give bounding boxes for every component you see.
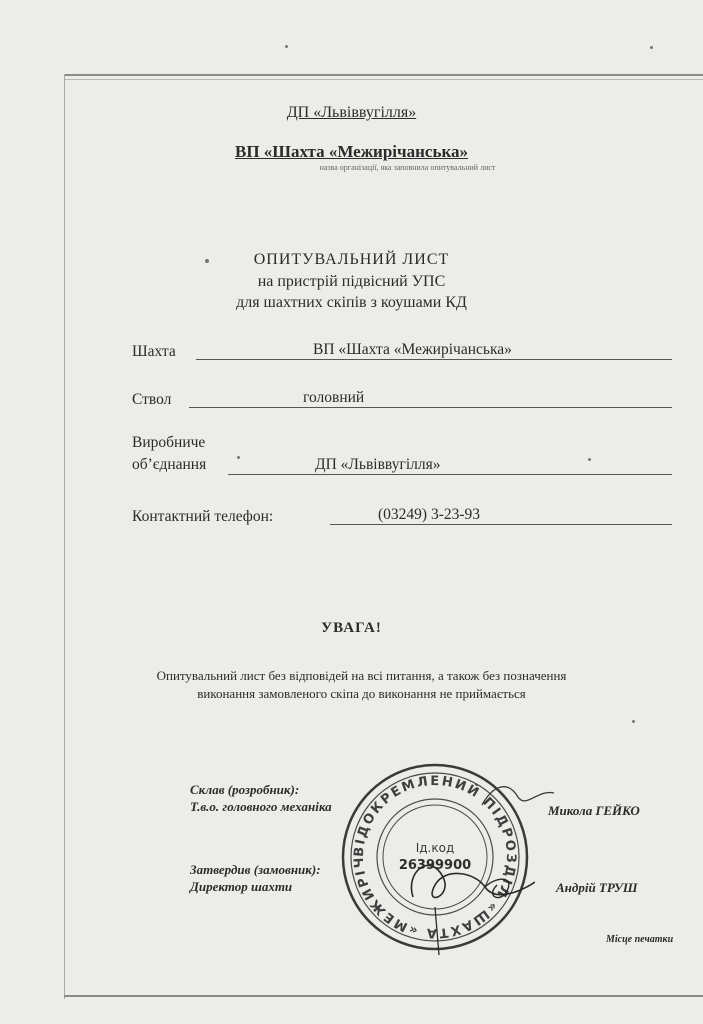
frame-bottom-line	[64, 995, 703, 997]
developer-name: Микола ГЕЙКО	[548, 803, 640, 818]
shaft-value: головний	[303, 389, 365, 406]
notice-line-2: виконання замовленого скіпа до виконання не приймається	[197, 686, 526, 701]
developer-signature	[478, 775, 558, 815]
notice-line-1: Опитувальний лист без відповідей на всі питання, а також без позначення	[156, 668, 567, 683]
phone-label: Контактний телефон:	[132, 508, 274, 525]
approver-name: Андрій ТРУШ	[556, 880, 638, 895]
document-subtitle-2: для шахтних скіпів з коушами КД	[236, 294, 467, 311]
frame-top-line	[64, 74, 703, 76]
organization-parent: ДП «Львіввугілля»	[286, 104, 417, 121]
scan-speck	[632, 720, 635, 723]
association-label-line1: Виробниче	[132, 434, 206, 451]
developer-title: Т.в.о. головного механіка	[190, 799, 332, 814]
approver-title: Директор шахти	[190, 879, 293, 894]
mine-label: Шахта	[132, 343, 176, 360]
association-value: ДП «Львіввугілля»	[315, 456, 441, 473]
document-title: ОПИТУВАЛЬНИЙ ЛИСТ	[253, 251, 450, 268]
frame-left-line	[64, 74, 65, 999]
document-subtitle-1: на пристрій підвісний УПС	[257, 273, 446, 290]
frame-top-line-inner	[64, 79, 703, 80]
attention-heading: УВАГА!	[321, 620, 382, 636]
mine-value: ВП «Шахта «Межирічанська»	[313, 341, 512, 358]
shaft-label: Ствол	[132, 391, 172, 408]
scan-speck	[650, 46, 653, 49]
scan-speck	[285, 45, 288, 48]
association-underline	[228, 456, 672, 475]
association-label-line2: об’єднання	[132, 456, 207, 473]
organization-name: ВП «Шахта «Межирічанська»	[235, 142, 468, 161]
developer-role: Склав (розробник):	[190, 782, 300, 797]
organization-note: назва організації, яка заповнила опитувальний лист	[319, 163, 496, 172]
seal-place-label: Місце печатки	[606, 934, 674, 945]
shaft-underline	[189, 389, 672, 408]
stamp-id-code: 26399900	[398, 858, 472, 873]
svg-text:ВІДОКРЕМЛЕНИЙ ПІДРОЗДІЛ «ШАХТА: ВІДОКРЕМЛЕНИЙ ПІДРОЗДІЛ «ШАХТА «МЕЖИРІЧ	[351, 773, 519, 941]
stamp-id-label: Ід.код	[415, 841, 455, 855]
phone-value: (03249) 3-23-93	[378, 506, 481, 523]
approver-role: Затвердив (замовник):	[190, 862, 321, 877]
